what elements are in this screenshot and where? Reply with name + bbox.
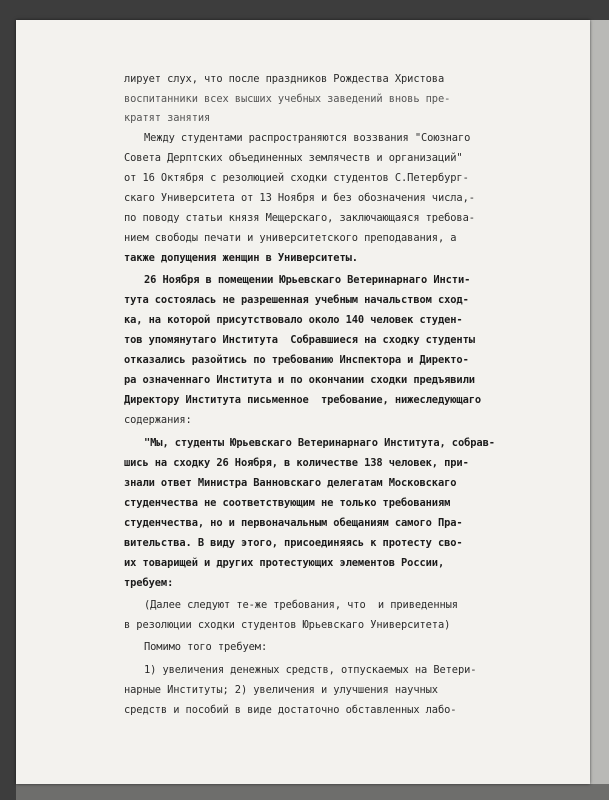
- text-line: в резолюции сходки студентов Юрьевскаго Университета): [124, 619, 451, 631]
- text-line: 1) увеличения денежных средств, отпускаемых на Ветери-: [144, 664, 477, 676]
- text-line: ка, на которой присутствовало около 140 человек студен-: [124, 314, 463, 326]
- text-line: содержания:: [124, 414, 192, 426]
- text-line: Помимо того требуем:: [144, 641, 268, 653]
- document-page: [16, 20, 590, 784]
- text-line: ра означеннаго Института и по окончании сходки предъявили: [124, 374, 475, 386]
- text-line: тов упомянутаго Института Собравшиеся на сходку студенты: [124, 334, 475, 346]
- text-line: 26 Ноября в помещении Юрьевскаго Ветеринарнаго Инсти-: [144, 274, 471, 286]
- text-line: "Мы, студенты Юрьевскаго Ветеринарнаго Института, собрав-: [144, 437, 495, 449]
- text-line: студенчества, но и первоначальным обещаниям самого Пра-: [124, 517, 463, 529]
- text-line: лирует слух, что после праздников Рождества Христова: [124, 73, 445, 85]
- text-line: Между студентами распространяются воззвания "Союзнаго: [144, 132, 471, 144]
- text-line: вительства. В виду этого, присоединяясь к протесту сво-: [124, 537, 463, 549]
- text-line: от 16 Октября с резолюцией сходки студентов С.Петербург-: [124, 172, 469, 184]
- page-edge-bottom: [16, 784, 609, 800]
- text-line: воспитанники всех высших учебных заведений вновь пре-: [124, 93, 451, 105]
- page-edge-right: [590, 20, 609, 784]
- text-line: нием свободы печати и университетского преподавания, а: [124, 232, 457, 244]
- text-line: по поводу статьи князя Мещерскаго, заключающаяся требова-: [124, 212, 475, 224]
- text-line: отказались разойтись по требованию Инспектора и Директо-: [124, 354, 469, 366]
- typewritten-text: [16, 20, 590, 784]
- text-line: шись на сходку 26 Ноября, в количестве 138 человек, при-: [124, 457, 469, 469]
- text-line: студенчества не соответствующим не только требованиям: [124, 497, 451, 509]
- text-line: также допущения женщин в Университеты.: [124, 252, 358, 264]
- text-line: знали ответ Министра Ванновскаго делегатам Московскаго: [124, 477, 457, 489]
- text-line: (Далее следуют те-же требования, что и приведенныя: [144, 599, 458, 611]
- text-line: тута состоялась не разрешенная учебным начальством сход-: [124, 294, 469, 306]
- text-line: Совета Дерптских объединенных землячеств и организаций": [124, 152, 463, 164]
- text-line: требуем:: [124, 577, 174, 589]
- text-line: скаго Университета от 13 Ноября и без обозначения числа,-: [124, 192, 475, 204]
- text-line: нарные Институты; 2) увеличения и улучшения научных: [124, 684, 438, 696]
- text-line: Директору Института письменное требование, нижеследующаго: [124, 394, 482, 406]
- text-line: кратят занятия: [124, 112, 211, 124]
- text-line: их товарищей и других протестующих элементов России,: [124, 557, 445, 569]
- text-line: средств и пособий в виде достаточно обставленных лабо-: [124, 704, 457, 716]
